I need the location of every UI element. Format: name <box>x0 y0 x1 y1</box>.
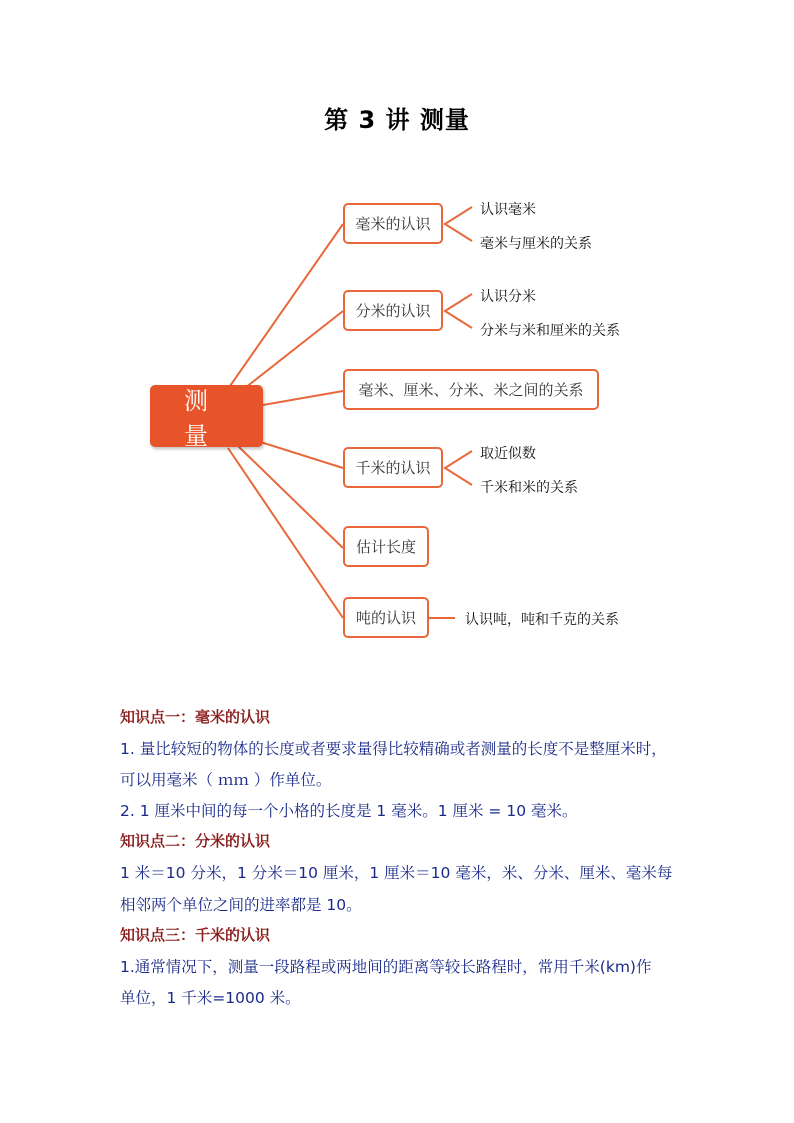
leaf-item: 千米和米的关系 <box>480 480 578 496</box>
branch-decimeter: 分米的认识 <box>343 290 443 331</box>
leaf-bracket <box>445 451 472 485</box>
leaf-bracket <box>445 207 472 241</box>
paragraph-line: 2. 1 厘米中间的每一个小格的长度是 1 毫米。1 厘米 = 10 毫米。 <box>120 802 578 820</box>
leaf-bracket <box>445 294 472 328</box>
connector-line <box>238 446 343 548</box>
leaf-item: 认识分米 <box>480 289 536 305</box>
leaf-item: 毫米与厘米的关系 <box>480 236 592 252</box>
leaf-item: 认识吨，吨和千克的关系 <box>465 612 619 628</box>
paragraph-line: 相邻两个单位之间的进率都是 10。 <box>120 896 362 914</box>
connector-line <box>263 391 343 405</box>
leaf-item: 取近似数 <box>480 446 536 462</box>
paragraph-line: 1.通常情况下，测量一段路程或两地间的距离等较长路程时，常用千米(km)作 <box>120 958 652 976</box>
connector-line <box>230 224 343 386</box>
section-heading-millimeter: 知识点一：毫米的认识 <box>120 708 271 726</box>
branch-ton: 吨的认识 <box>343 597 429 638</box>
branch-unit-relations: 毫米、厘米、分米、米之间的关系 <box>343 369 599 410</box>
section-heading-decimeter: 知识点二：分米的认识 <box>120 832 271 850</box>
leaf-item: 认识毫米 <box>480 202 536 218</box>
paragraph-line: 1 米＝10 分米，1 分米＝10 厘米，1 厘米＝10 毫米，米、分米、厘米、毫米每 <box>120 864 673 882</box>
connector-line <box>245 311 343 388</box>
section-heading-kilometer: 知识点三：千米的认识 <box>120 926 271 944</box>
mindmap-root: 测 量 <box>150 385 263 447</box>
connector-line <box>228 448 343 618</box>
branch-estimate-length: 估计长度 <box>343 526 429 567</box>
paragraph-line: 可以用毫米（ ｍｍ ）作单位。 <box>120 771 332 789</box>
page-title: 第 3 讲 测量 <box>324 106 470 134</box>
branch-millimeter: 毫米的认识 <box>343 203 443 244</box>
paragraph-line: 单位，1 千米=1000 米。 <box>120 989 301 1007</box>
branch-kilometer: 千米的认识 <box>343 447 443 488</box>
paragraph-line: 1. 量比较短的物体的长度或者要求量得比较精确或者测量的长度不是整厘米时， <box>120 740 667 758</box>
leaf-item: 分米与米和厘米的关系 <box>480 323 620 339</box>
